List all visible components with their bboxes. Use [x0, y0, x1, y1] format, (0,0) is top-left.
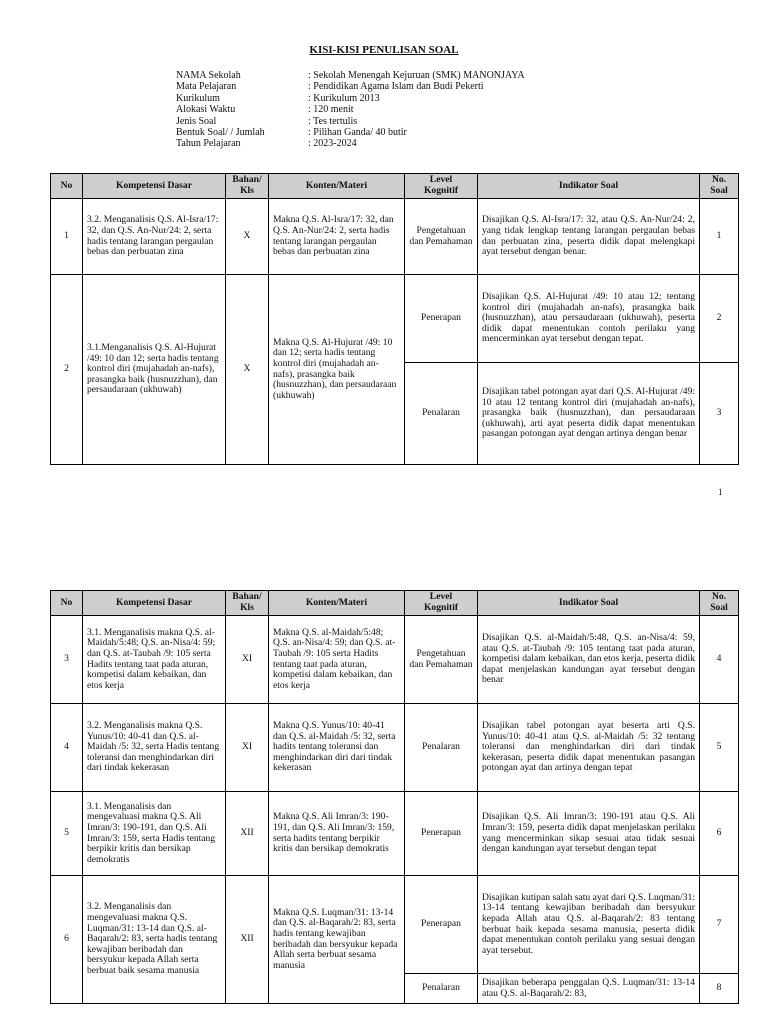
cell-level: Penalaran [405, 363, 478, 465]
meta-key: Mata Pelajaran [176, 81, 237, 93]
meta-key: Tahun Pelajaran [176, 138, 241, 150]
meta-key: Alokasi Waktu [176, 104, 236, 116]
header-konten: Konten/Materi [269, 174, 405, 199]
cell-kelas: X [226, 199, 269, 275]
cell-no: 5 [51, 792, 83, 876]
document-title: KISI-KISI PENULISAN SOAL [309, 44, 459, 56]
cell-kompetensi: 3.1.Menganalisis Q.S. Al-Hujurat /49: 10 dan 12; serta hadis tentang kontrol diri (mujahadah an-nafs), prasangka baik (husnuzzhan), dan persaudaraan (ukhuwah) [83, 275, 226, 465]
meta-value: : 2023-2024 [308, 138, 357, 150]
cell-level: Penerapan [405, 792, 478, 876]
cell-level: Pengetahuan dan Pemahaman [405, 616, 478, 704]
header-bahan: Bahan/ Kls [226, 174, 269, 199]
meta-key: Bentuk Soal/ / Jumlah [176, 127, 265, 139]
meta-row-tahun [176, 138, 525, 149]
cell-konten: Makna Q.S. al-Maidah/5:48; Q.S. an-Nisa/4: 59; dan Q.S. at-Taubah /9: 105 serta Hadits tentang taat pada aturan, kompetisi dalam kebaikan, dan etos kerja [269, 616, 405, 704]
cell-kompetensi: 3.2. Menganalisis Q.S. Al-Isra/17: 32, dan Q.S. An-Nur/24: 2, serta hadis tentang larangan pergaulan bebas dan perbuatan zina [83, 199, 226, 275]
header-bahan: Bahan/ Kls [226, 591, 269, 616]
header-indikator: Indikator Soal [478, 591, 700, 616]
cell-indikator: Disajikan Q.S. al-Maidah/5:48, Q.S. an-Nisa/4: 59, atau Q.S. at-Taubah /9: 105 tentang taat pada aturan, kompetisi dalam kebaikan, dan etos kerja, peserta didik dapat menjelaskan kandungan ayat tersebut dengan benar [478, 616, 700, 704]
meta-value: : 120 menit [308, 104, 354, 116]
header-kompetensi: Kompetensi Dasar [83, 174, 226, 199]
cell-kelas: XII [226, 792, 269, 876]
cell-indikator: Disajikan tabel potongan ayat dari Q.S. Al-Hujurat /49: 10 atau 12 tentang kontrol diri (mujahadah an-nafs), prasangka baik (husnuzzhan), dan persaudaraan (ukhuwah), arti ayat peserta didik dapat menentukan pasangan potongan ayat dengan artinya dengan benar [478, 363, 700, 465]
meta-key: NAMA Sekolah [176, 70, 241, 81]
cell-indikator: Disajikan Q.S. Al-Isra/17: 32, atau Q.S. An-Nur/24: 2, yang tidak lengkap tentang larangan pergaulan bebas dan perbuatan zina, peserta didik dapat melengkapi ayat tersebut dengan benar. [478, 199, 700, 275]
cell-indikator: Disajikan Q.S. Al-Hujurat /49: 10 atau 12; tentang kontrol diri (mujahadah an-nafs), prasangka baik (husnuzzhan), atau persaudaraan (ukhuwah), peserta didik dapat menentukan contoh perilaku yang mencerminkan ayat tersebut dengan tepat. [478, 275, 700, 363]
meta-value: : Pilihan Ganda/ 40 butir [308, 127, 407, 139]
meta-row-mapel [176, 81, 525, 92]
meta-value: : Sekolah Menengah Kejuruan (SMK) MANONJAYA [308, 70, 525, 81]
table-header-row [51, 591, 739, 616]
cell-kompetensi: 3.1. Menganalisis dan mengevaluasi makna Q.S. Ali Imran/3: 190-191, dan Q.S. Ali Imran/3: 159, serta Hadis tentang berpikir kritis dan bersikap demokratis [83, 792, 226, 876]
header-konten: Konten/Materi [269, 591, 405, 616]
kisi-table-page-1 [50, 173, 739, 465]
table-header-row [51, 174, 739, 199]
cell-level: Penalaran [405, 974, 478, 1004]
cell-kelas: XI [226, 704, 269, 792]
cell-no-soal: 2 [700, 275, 739, 363]
header-indikator: Indikator Soal [478, 174, 700, 199]
cell-level: Penalaran [405, 704, 478, 792]
cell-konten: Makna Q.S. Luqman/31: 13-14 dan Q.S. al-Baqarah/2: 83, serta hadis tentang kewajiban beribadah dan bersyukur kepada Allah serta berbuat sesama manusia [269, 876, 405, 1004]
table-row [51, 199, 739, 275]
cell-no-soal: 8 [700, 974, 739, 1004]
cell-kelas: XI [226, 616, 269, 704]
cell-level: Pengetahuan dan Pemahaman [405, 199, 478, 275]
cell-no-soal: 1 [700, 199, 739, 275]
meta-key: Kurikulum [176, 92, 220, 104]
cell-no-soal: 6 [700, 792, 739, 876]
cell-level: Penerapan [405, 876, 478, 974]
meta-value: : Kurikulum 2013 [308, 92, 380, 104]
meta-row-jenis [176, 116, 525, 127]
meta-row-kurikulum [176, 93, 525, 104]
header-no-soal: No. Soal [700, 174, 739, 199]
cell-no: 6 [51, 876, 83, 1004]
meta-value: : Pendidikan Agama Islam dan Budi Pekerti [308, 81, 484, 93]
meta-value: : Tes tertulis [308, 115, 358, 127]
header-level: Level Kognitif [405, 174, 478, 199]
table-row [51, 792, 739, 876]
cell-no-soal: 3 [700, 363, 739, 465]
cell-konten: Makna Q.S. Ali Imran/3: 190-191, dan Q.S. Ali Imran/3: 159, serta hadits tentang berpikir kritis dan bersikap demokratis [269, 792, 405, 876]
cell-kompetensi: 3.1. Menganalisis makna Q.S. al-Maidah/5:48; Q.S. an-Nisa/4: 59; dan Q.S. at-Taubah /9: 105 serta Hadits tentang taat pada aturan, kompetisi dalam kebaikan, dan etos kerja [83, 616, 226, 704]
document-meta [176, 70, 525, 150]
kisi-table-page-2 [50, 590, 739, 1004]
cell-kompetensi: 3.2. Menganalisis makna Q.S. Yunus/10: 40-41 dan Q.S. al-Maidah /5: 32, serta Hadis tentang toleransi dan menghindarkan diri dari tindak kekerasan [83, 704, 226, 792]
header-no: No [51, 174, 83, 199]
header-kompetensi: Kompetensi Dasar [83, 591, 226, 616]
cell-no: 1 [51, 199, 83, 275]
cell-no: 4 [51, 704, 83, 792]
meta-row-alokasi [176, 104, 525, 115]
table-row [51, 616, 739, 704]
cell-konten: Makna Q.S. Yunus/10: 40-41 dan Q.S. al-Maidah /5: 32, serta hadits tentang toleransi dan menghindarkan diri dari tindak kekerasan [269, 704, 405, 792]
header-level: Level Kognitif [405, 591, 478, 616]
cell-konten: Makna Q.S. Al-Isra/17: 32, dan Q.S. An-Nur/24: 2, serta hadis tentang larangan pergaulan bebas dan perbuatan zina [269, 199, 405, 275]
cell-kelas: X [226, 275, 269, 465]
header-no: No [51, 591, 83, 616]
table-row [51, 876, 739, 974]
cell-level: Penerapan [405, 275, 478, 363]
meta-row-sekolah [176, 70, 525, 81]
meta-key: Jenis Soal [176, 115, 217, 127]
meta-row-bentuk [176, 127, 525, 138]
page-number: 1 [718, 487, 723, 497]
cell-indikator: Disajikan Q.S. Ali Imran/3: 190-191 atau Q.S. Ali Imran/3: 159, peserta didik dapat menjelaskan perilaku yang mencerminkan sikap sesuai atau tidak sesuai dengan kandungan ayat tersebut dengan tepat [478, 792, 700, 876]
cell-no-soal: 4 [700, 616, 739, 704]
cell-indikator: Disajikan kutipan salah satu ayat dari Q.S. Luqman/31: 13-14 tentang kewajiban beribadah dan bersyukur kepada Allah atau Q.S. al-Baqarah/2: 83 tentang berbuat baik kepada sesama manusia, peserta didik dapat menentukan contoh perilaku yang sesuai dengan ayat tersebut. [478, 876, 700, 974]
cell-indikator: Disajikan beberapa penggalan Q.S. Luqman/31: 13-14 atau Q.S. al-Baqarah/2: 83, [478, 974, 700, 1004]
header-no-soal: No. Soal [700, 591, 739, 616]
table-row [51, 704, 739, 792]
cell-no-soal: 5 [700, 704, 739, 792]
cell-kompetensi: 3.2. Menganalisis dan mengevaluasi makna Q.S. Luqman/31: 13-14 dan Q.S. al-Baqarah/2: 83, serta hadis tentang kewajiban beribadah dan bersyukur kepada Allah serta berbuat baik sesama manusia [83, 876, 226, 1004]
table-row [51, 275, 739, 363]
cell-no: 3 [51, 616, 83, 704]
cell-no: 2 [51, 275, 83, 465]
cell-indikator: Disajikan tabel potongan ayat beserta arti Q.S. Yunus/10: 40-41 atau Q.S. al-Maidah /5: 32 tentang toleransi dan menghindarkan diri dari tindak kekerasan, peserta didik dapat menentukan pasangan potongan ayat dan artinya dengan tepat [478, 704, 700, 792]
cell-kelas: XII [226, 876, 269, 1004]
cell-konten: Makna Q.S. Al-Hujurat /49: 10 dan 12; serta hadis tentang kontrol diri (mujahadah an-nafs), prasangka baik (husnuzzhan), dan persaudaraan (ukhuwah) [269, 275, 405, 465]
cell-no-soal: 7 [700, 876, 739, 974]
